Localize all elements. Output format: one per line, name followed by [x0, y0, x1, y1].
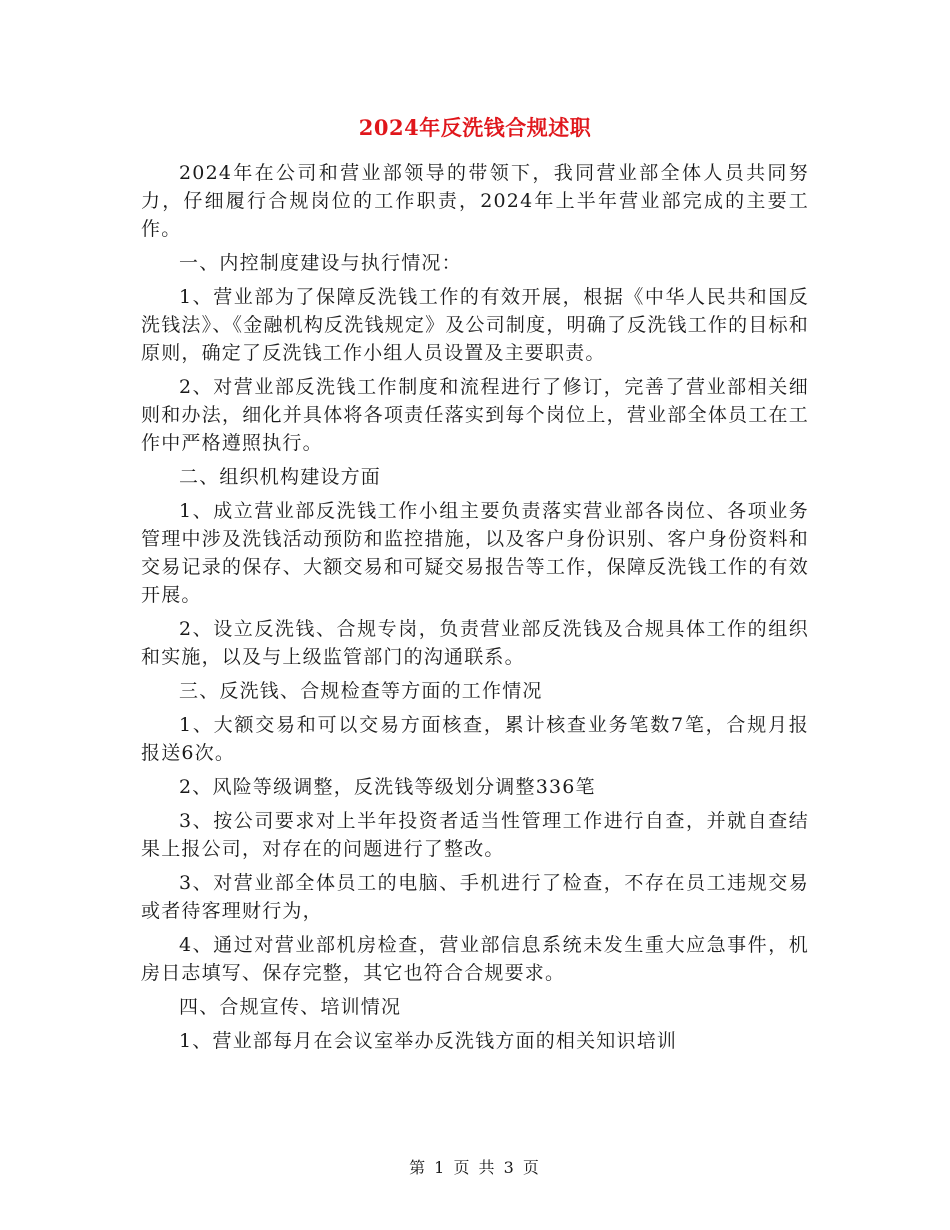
paragraph: 1、成立营业部反洗钱工作小组主要负责落实营业部各岗位、各项业务管理中涉及洗钱活动预防和监控措施，以及客户身份识别、客户身份资料和交易记录的保存、大额交易和可疑交易报告等工作，保障反洗钱工作的有效开展。: [141, 500, 809, 606]
paragraph: 1、大额交易和可以交易方面核查，累计核查业务笔数7笔，合规月报报送6次。: [141, 714, 809, 764]
page-number-footer: 第 1 页 共 3 页: [409, 1158, 541, 1177]
section-heading-2: 二、组织机构建设方面: [179, 466, 382, 488]
paragraph-intro: 2024年在公司和营业部领导的带领下，我同营业部全体人员共同努力，仔细履行合规岗位的工作职责，2024年上半年营业部完成的主要工作。: [141, 162, 809, 240]
paragraph: 4、通过对营业部机房检查，营业部信息系统未发生重大应急事件，机房日志填写、保存完整，其它也符合合规要求。: [141, 934, 809, 984]
paragraph: 1、营业部为了保障反洗钱工作的有效开展，根据《中华人民共和国反洗钱法》、《金融机构反洗钱规定》及公司制度，明确了反洗钱工作的目标和原则，确定了反洗钱工作小组人员设置及主要职责。: [141, 286, 809, 364]
paragraph: 3、按公司要求对上半年投资者适当性管理工作进行自查，并就自查结果上报公司，对存在的问题进行了整改。: [141, 810, 809, 860]
section-heading-4: 四、合规宣传、培训情况: [179, 996, 402, 1018]
document-body: [141, 159, 809, 1061]
section-heading-1: 一、内控制度建设与执行情况：: [179, 252, 462, 274]
paragraph: 3、对营业部全体员工的电脑、手机进行了检查，不存在员工违规交易或者待客理财行为，: [141, 872, 809, 922]
paragraph: 2、风险等级调整，反洗钱等级划分调整336笔: [179, 776, 596, 798]
document-title: 2024年反洗钱合规述职: [358, 115, 592, 140]
paragraph: 2、对营业部反洗钱工作制度和流程进行了修订，完善了营业部相关细则和办法，细化并具体将各项责任落实到每个岗位上，营业部全体员工在工作中严格遵照执行。: [141, 376, 809, 454]
paragraph: 2、设立反洗钱、合规专岗，负责营业部反洗钱及合规具体工作的组织和实施，以及与上级监管部门的沟通联系。: [141, 618, 809, 668]
paragraph: 1、营业部每月在会议室举办反洗钱方面的相关知识培训: [179, 1030, 678, 1052]
section-heading-3: 三、反洗钱、合规检查等方面的工作情况: [179, 680, 543, 702]
